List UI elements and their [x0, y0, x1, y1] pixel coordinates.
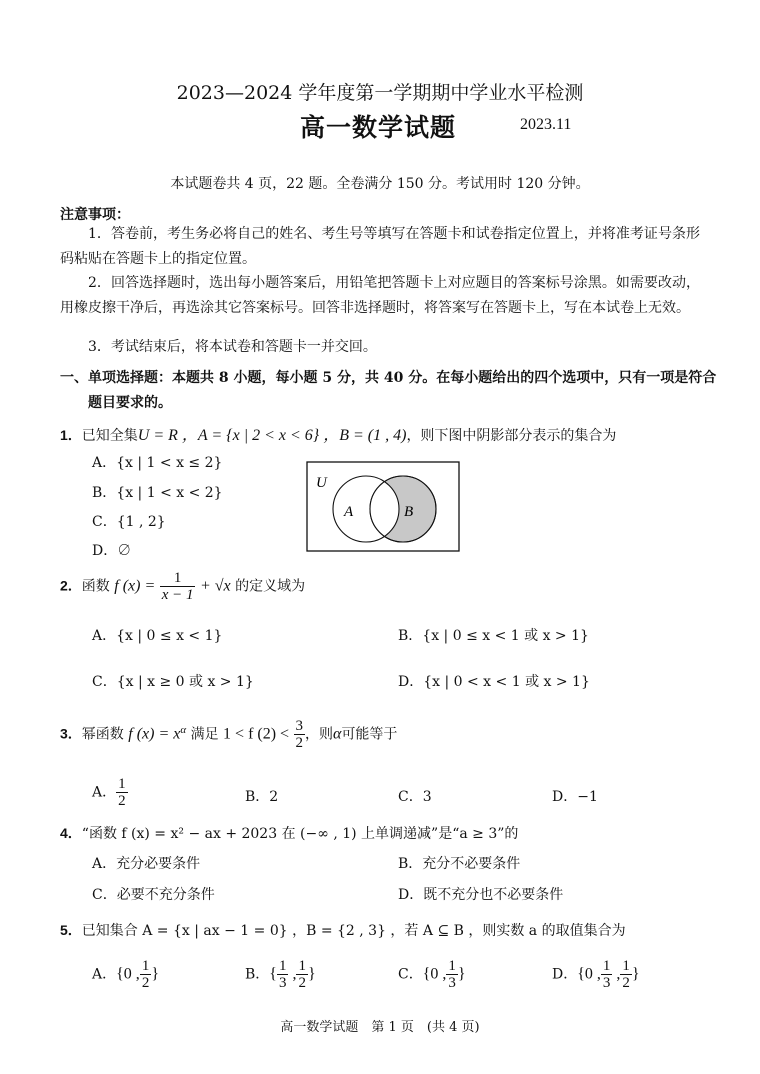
question-text: 满足	[190, 726, 219, 743]
note-item-2: 2．回答选择题时，选出每小题答案后，用铅笔把答题卡上对应题目的答案标号涂黑。如需要改动，用橡皮擦干净后，再选涂其它答案标号。回答非选择题时，将答案写在答题卡上，写在本试卷上无效。	[60, 275, 700, 316]
venn-diagram	[306, 461, 460, 552]
q4-option-d: D．既不充分也不必要条件	[398, 887, 564, 903]
q4-option-a: A．充分必要条件	[92, 856, 201, 872]
q1-option-b: B．{x | 1 < x < 2}	[92, 485, 223, 501]
set-a-label: A	[344, 504, 354, 520]
question-number: 3．	[60, 725, 82, 742]
q3-option-d: D．−1	[552, 789, 598, 805]
question-math: f (x) = x	[128, 725, 181, 743]
fraction: $\frac{1}{2}$	[141, 958, 150, 991]
section-heading: 一、单项选择题：本题共 8 小题，每小题 5 分，共 40 分。在每小题给出的四个选项中，只有一项是符合题目要求的。	[60, 370, 717, 411]
q3-option-b: B．2	[245, 789, 279, 805]
question-math: f (x) =	[114, 577, 156, 595]
q1-option-d: D．∅	[92, 543, 132, 559]
q2-option-b: B．{x | 0 ≤ x < 1 或 x > 1}	[398, 628, 589, 644]
q4-option-c: C．必要不充分条件	[92, 887, 215, 903]
q2-option-d: D．{x | 0 < x < 1 或 x > 1}	[398, 674, 590, 690]
q4-option-b: B．充分不必要条件	[398, 856, 521, 872]
fraction: $\frac{1}{3}$	[602, 958, 611, 991]
set-b-label: B	[404, 504, 414, 520]
q1-option-c: C．{1 , 2}	[92, 514, 166, 530]
q2-option-c: C．{x | x ≥ 0 或 x > 1}	[92, 674, 254, 690]
question-5	[60, 920, 626, 940]
question-1	[60, 422, 616, 445]
question-text: 已知集合 A = {x | ax − 1 = 0} ，B = {2 , 3} ，若 A ⊆ B ，则实数 a 的取值集合为	[81, 923, 626, 939]
question-text: 已知全集	[81, 428, 138, 444]
q3-option-a: A． $\frac{1}{2}$	[92, 776, 126, 809]
question-text: 函数	[81, 578, 110, 595]
question-number: 1．	[60, 427, 82, 443]
question-text: ，则下图中阴影部分表示的集合为	[406, 428, 617, 444]
exam-subject-title: 高一数学试题	[300, 113, 457, 142]
exam-info: 本试题卷共 4 页，22 题。全卷满分 150 分。考试用时 120 分钟。	[170, 176, 590, 192]
q5-option-a: A．{0 , $\frac{1}{2}$ }	[92, 958, 159, 991]
q5-option-b: B．{ $\frac{1}{3}$ , $\frac{1}{2}$ }	[245, 958, 316, 991]
question-text: 的定义域为	[235, 578, 306, 595]
question-text: 可能等于	[341, 726, 398, 743]
question-number: 2．	[60, 577, 82, 594]
question-text: “函数 f (x) = x² − ax + 2023 在 (−∞ , 1) 上单调递减”是“a ≥ 3”的	[81, 826, 519, 842]
fraction: $\frac{3}{2}$	[295, 718, 304, 751]
question-math: + √x	[199, 577, 231, 595]
q1-option-a: A．{x | 1 < x ≤ 2}	[92, 455, 223, 471]
exam-date: 2023.11	[520, 116, 572, 133]
fraction: $\frac{1}{2}$	[622, 958, 630, 991]
fraction: $\frac{1}{2}$	[298, 958, 306, 991]
question-math: U = R ，A = {x | 2 < x < 6} ，B = (1 , 4)	[137, 427, 407, 444]
question-number: 4．	[60, 825, 82, 841]
question-text: 幂函数	[81, 726, 124, 743]
q5-option-c: C．{0 , $\frac{1}{3}$ }	[398, 958, 466, 991]
notes-heading: 注意事项：	[60, 207, 130, 223]
fraction: $\frac{1}{3}$	[278, 958, 287, 991]
q3-option-c: C．3	[398, 789, 432, 805]
page-footer: 高一数学试题 第 1 页 (共 4 页)	[280, 1020, 480, 1035]
question-2	[60, 570, 305, 603]
q2-option-a: A．{x | 0 ≤ x < 1}	[92, 628, 223, 644]
question-4	[60, 823, 518, 843]
exponent: α	[180, 723, 187, 736]
question-3	[60, 718, 397, 751]
exam-title: 2023—2024 学年度第一学期期中学业水平检测	[176, 82, 584, 104]
note-item-1: 1．答卷前，考生务必将自己的姓名、考生号等填写在答题卡和试卷指定位置上，并将准考证号条形码粘贴在答题卡上的指定位置。	[60, 226, 700, 267]
question-number: 5．	[60, 922, 82, 938]
q5-option-d: D．{0 , $\frac{1}{3}$ , $\frac{1}{2}$ }	[552, 958, 640, 991]
universe-label: U	[316, 475, 327, 491]
question-text: ，则	[305, 726, 334, 743]
fraction: $\frac{1}{x - 1}$	[161, 570, 194, 603]
note-item-3: 3．考试结束后，将本试卷和答题卡一并交回。	[88, 339, 377, 355]
question-math: α	[333, 725, 342, 743]
question-math: 1 < f (2) <	[223, 725, 290, 743]
fraction: $\frac{1}{3}$	[448, 958, 456, 991]
